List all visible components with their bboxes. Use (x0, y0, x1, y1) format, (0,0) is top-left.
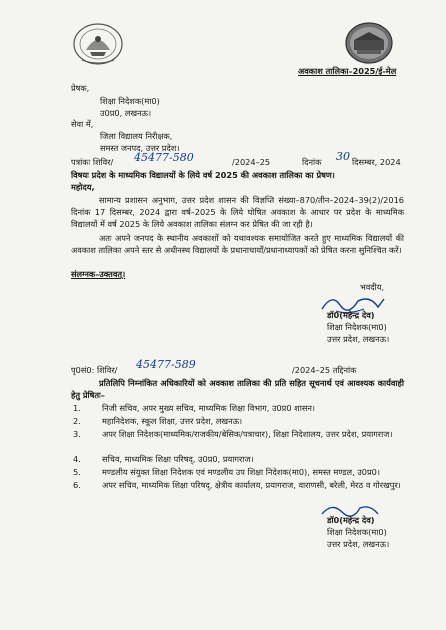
patrank-year: /2024–25 (232, 157, 271, 167)
copy-item-text: सचिव, माध्यमिक शिक्षा परिषद्, उ0प्र0, प्रयागराज। (102, 454, 254, 464)
subject-line: विषयः प्रदेश के माध्यमिक विद्यालयों के लिये वर्ष 2025 की अवकाश तालिका का प्रेषण। (71, 170, 335, 180)
copy-item-number: 3. (73, 429, 81, 439)
to-label: सेवा में, (71, 119, 94, 129)
copy-item-number: 4. (73, 454, 81, 464)
copy-signatory-name: डॉ0(महेन्द्र देव) (327, 515, 375, 525)
copy-item-number: 1. (73, 403, 81, 413)
copy-item-text: अपर सचिव, माध्यमिक शिक्षा परिषद्, क्षेत्रीय कार्यालय, प्रयागराज, वाराणसी, बरेली, मेरठ व गोरखपुर। (102, 480, 401, 490)
dinank-label: दिनांक (302, 157, 322, 167)
to-line-1: जिला विद्यालय निरीक्षक, (100, 131, 173, 141)
from-line-1: शिक्षा निदेशक(मा0) (100, 96, 160, 106)
copy-item-number: 5. (73, 467, 81, 477)
copy-patrank-handwritten-number: 45477-589 (136, 358, 196, 371)
copy-patrank-prefix: पृ0सं0: शिविर/ (71, 365, 118, 375)
copy-patrank-year: /2024–25 तद्दिनांक (292, 365, 357, 375)
from-label: प्रेषक, (71, 83, 90, 93)
to-line-2: समस्त जनपद, उत्तर प्रदेश। (100, 143, 180, 153)
copy-item-text: अपर शिक्षा निदेशक(माध्यमिक/राजकीय/बेसिक/पत्राचार), शिक्षा निदेशालय, उत्तर प्रदेश, प्रयागराज। (102, 429, 393, 439)
reference-header: अवकाश तालिका–2025/ई-मेल (298, 66, 397, 76)
patrank-handwritten-number: 45477-580 (134, 151, 194, 164)
copy-signatory-title-2: उत्तर प्रदेश, लखनऊ। (327, 539, 390, 549)
copy-intro: प्रतिलिपि निम्नांकित अधिकारियों को अवकाश तालिका की प्रति सहित सूचनार्थ एवं आवश्यक कार्यवाही हेतु प्रेषितः– (71, 378, 404, 400)
copy-item-text: महानिदेशक, स्कूल शिक्षा, उत्तर प्रदेश, लखनऊ। (102, 416, 243, 426)
from-line-2: उ0प्र0, लखनऊ। (100, 108, 152, 118)
emblem-logo (72, 22, 124, 66)
enclosure-note: संलग्नक–उक्तवत्। (71, 269, 126, 279)
paragraph-2: अतः अपने जनपद के स्थानीय अवकाशों को यथावश्यक समायोजित करते हुए माध्यमिक विद्यालयों की अवकाश तालिका अपने स्तर से अधीनस्थ विद्यालयों के प्रधानाचार्यों/प्रधानाध्यापकों को प्रेषित करना सुनिश्चित करें। (71, 233, 404, 255)
building-seal-image (345, 22, 393, 64)
paragraph-1: सामान्य प्रशासन अनुभाग, उत्तर प्रदेश शासन की विज्ञप्ति संख्या–870/तीन–2024–39(2)/2016 दिनांक 17 दिसम्बर, 2024 द्वारा वर्ष–2025 के लिये घोषित अवकाश के आधार पर प्रदेश के माध्यमिक विद्यालयों में वर्ष 2025 के लिये अवकाश तालिका संलग्न कर प्रेषित की जा रही है। (71, 195, 404, 229)
signatory-name: डॉ0(महेन्द्र देव) (327, 310, 375, 320)
copy-item-text: मण्डलीय संयुक्त शिक्षा निदेशक एवं मण्डलीय उप शिक्षा निदेशक(मा0), समस्त मण्डल, उ0प्र0। (102, 467, 380, 477)
signatory-title-1: शिक्षा निदेशक(मा0) (327, 322, 387, 332)
copy-item-text: निजी सचिव, अपर मुख्य सचिव, माध्यमिक शिक्षा विभाग, उ0प्र0 शासन। (102, 403, 316, 413)
dinank-month-year: दिसम्बर, 2024 (352, 157, 401, 167)
signatory-title-2: उत्तर प्रदेश, लखनऊ। (327, 334, 390, 344)
copy-item-number: 2. (73, 416, 81, 426)
closing: भवदीय, (360, 282, 385, 292)
patrank-prefix: पत्रांकः शिविर/ (71, 157, 114, 167)
copy-item-number: 6. (73, 480, 81, 490)
dinank-handwritten-day: 30 (336, 150, 350, 163)
salutation: महोदय, (71, 182, 95, 192)
copy-signatory-title-1: शिक्षा निदेशक(मा0) (327, 527, 387, 537)
